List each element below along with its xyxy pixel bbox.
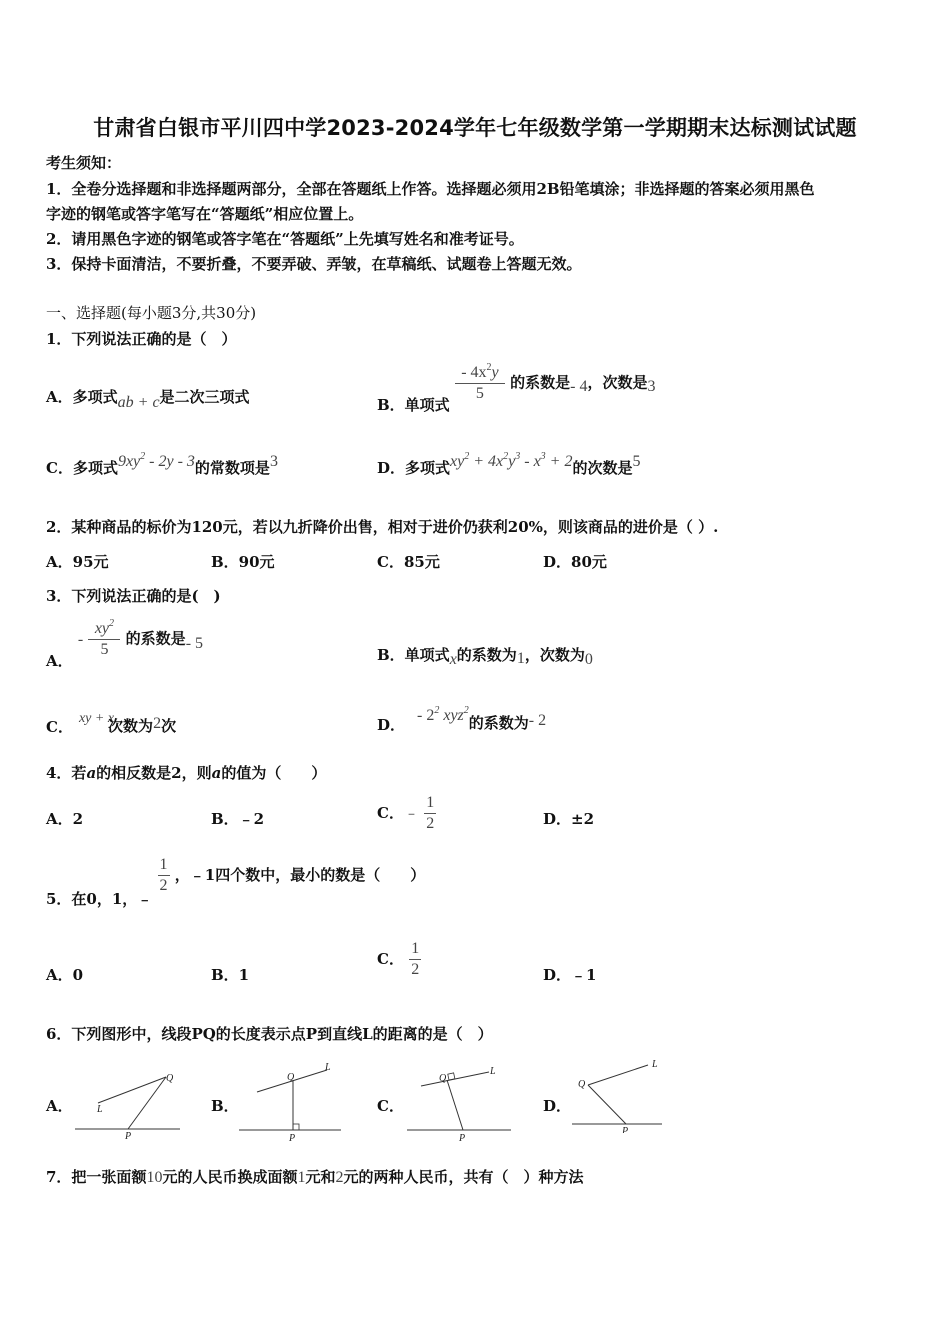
q5-c-fraction: $\frac{1}{2}$: [411, 940, 420, 978]
notice-heading: 考生须知：: [46, 154, 122, 172]
q3-option-b: B．单项式x的系数为1，次数为0: [377, 646, 593, 668]
q5-option-c: C． $\frac{1}{2}$: [377, 940, 420, 978]
q6-option-c-label: C．: [377, 1097, 404, 1115]
notice-line-3: 2．请用黑色字迹的钢笔或答字笔在“答题纸”上先填写姓名和准考证号。: [46, 230, 524, 248]
q7-stem: 7．把一张面额10元的人民币换成面额1元和2元的两种人民币，共有（ ）种方法: [46, 1168, 584, 1186]
q2-stem: 2．某种商品的标价为120元，若以九折降价出售，相对于进价仍获利20%，则该商品的进价是（ ）.: [46, 518, 719, 536]
q4-option-b: B．﹣2: [211, 810, 265, 828]
q6-stem: 6．下列图形中，线段PQ的长度表示点P到直线L的距离的是（ ）: [46, 1025, 493, 1043]
q2-option-b: B．90元: [211, 553, 275, 571]
q6-option-d-label: D．: [543, 1097, 572, 1115]
line-l: [98, 1077, 166, 1103]
q4-option-d: D．±2: [543, 810, 595, 828]
q5-stem: 5．在0，1，﹣ $\frac{1}{2}$ ，﹣1四个数中，最小的数是（ ）: [46, 856, 426, 908]
line-l-label: L: [97, 1104, 103, 1115]
q6-figure-c: [403, 1060, 518, 1145]
q6-figure-b: [235, 1060, 345, 1145]
notice-line-1: 1．全卷分选择题和非选择题两部分，全部在答题纸上作答。选择题必须用2B铅笔填涂；非选择题的答案必须用黑色: [46, 180, 815, 198]
point-q-label: Q: [439, 1073, 447, 1084]
q2-option-c: C．85元: [377, 553, 440, 571]
line-l-label: L: [652, 1059, 658, 1070]
q5-option-d: D．﹣1: [543, 966, 597, 984]
notice-line-2: 字迹的钢笔或答字笔写在“答题纸”相应位置上。: [46, 205, 364, 223]
line-l-label: L: [325, 1062, 331, 1073]
q1-option-a: A．多项式ab + c是二次三项式: [46, 388, 250, 411]
q5-option-a: A．0: [46, 966, 84, 984]
segment-pq: [447, 1080, 463, 1130]
point-p-label: P: [459, 1133, 466, 1144]
q1-option-b: B．单项式 $\frac{- 4x^2y}{5}$ 的系数是- 4，次数是3: [377, 362, 656, 414]
notice-line-4: 3．保持卡面清洁，不要折叠，不要弄破、弄皱，在草稿纸、试题卷上答题无效。: [46, 255, 582, 273]
point-q-label: Q: [287, 1072, 295, 1083]
right-angle-mark: [293, 1124, 299, 1130]
q6-option-b-label: B．: [211, 1097, 239, 1115]
q3-option-c: C． xy + x次数为2次: [46, 711, 177, 736]
q1-stem: 1．下列说法正确的是（ ）: [46, 330, 237, 348]
q1-option-c: C．多项式$9xy^2 - 2y - 3$的常数项是3: [46, 451, 278, 477]
q1-b-fraction: $\frac{- 4x^2y}{5}$: [455, 364, 505, 403]
segment-pq: [588, 1085, 626, 1124]
q6-option-a-label: A．: [46, 1097, 73, 1115]
point-p-label: P: [125, 1131, 132, 1142]
line-l-label: L: [490, 1066, 496, 1077]
q4-option-c: C．﹣ $\frac{1}{2}$: [377, 794, 435, 832]
q3-stem: 3．下列说法正确的是( ): [46, 587, 221, 605]
q5-stem-fraction: $\frac{1}{2}$: [159, 856, 168, 894]
q3-option-d: D．- $2^2$ xyz$^2$的系数为- 2: [377, 705, 547, 734]
q1-option-d: D．多项式$xy^2 + 4x^2y^3 - x^3 + 2$的次数是5: [377, 451, 641, 477]
q6-figure-d: [568, 1053, 668, 1133]
q2-option-d: D．80元: [543, 553, 607, 571]
q4-option-a: A．2: [46, 810, 84, 828]
point-p-label: P: [622, 1126, 629, 1133]
right-angle-mark: [448, 1073, 455, 1080]
segment-pq: [128, 1077, 166, 1129]
q4-stem: 4．若a的相反数是2，则a的值为（ ）: [46, 764, 327, 782]
point-p-label: P: [289, 1133, 296, 1144]
point-q-label: Q: [578, 1079, 586, 1090]
q2-option-a: A．95元: [46, 553, 109, 571]
q3-option-a: A． - $\frac{xy^2}{5}$ 的系数是- 5: [46, 618, 204, 670]
q4-c-fraction: $\frac{1}{2}$: [426, 794, 435, 832]
q3-a-fraction: $\frac{xy^2}{5}$: [88, 620, 120, 659]
q6-figure-a: [70, 1065, 185, 1145]
q5-option-b: B．1: [211, 966, 250, 984]
section-heading: 一、选择题(每小题3分,共30分): [46, 304, 257, 322]
point-q-label: Q: [166, 1073, 174, 1084]
line-l: [588, 1065, 648, 1085]
page-title: 甘肃省白银市平川四中学2023-2024学年七年级数学第一学期期末达标测试试题: [93, 116, 857, 140]
